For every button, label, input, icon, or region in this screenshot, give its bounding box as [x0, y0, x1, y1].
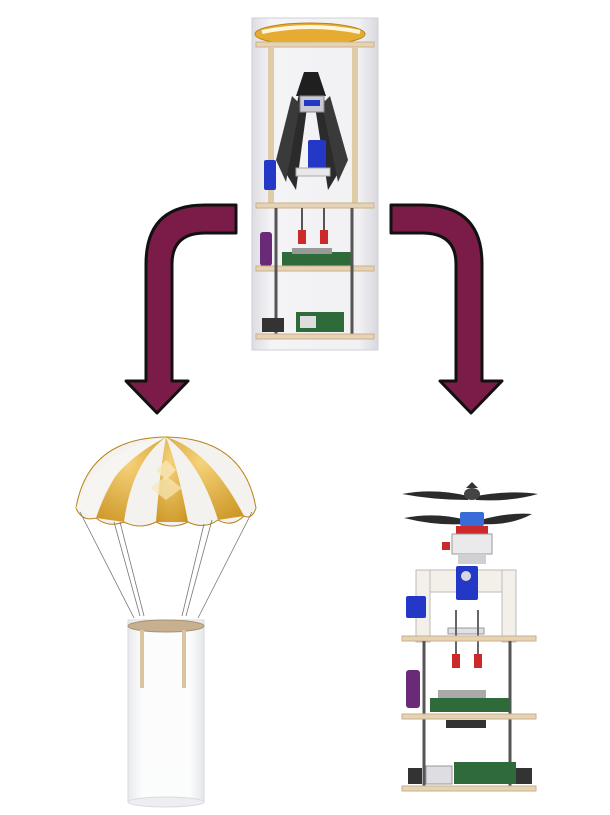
- battery: [260, 232, 272, 266]
- mid-plate-1: [256, 203, 374, 208]
- tube-cap-plate: [128, 620, 204, 632]
- servo-center: [456, 566, 478, 600]
- arrow-left-to-parachute: [126, 205, 236, 413]
- drone-plate-bottom: [402, 786, 536, 791]
- motor-housing: [452, 534, 492, 554]
- upper-rotor: [402, 482, 538, 500]
- stowed-vehicle: [252, 18, 378, 350]
- arrow-right-to-drone: [391, 205, 502, 413]
- drone-battery: [406, 670, 420, 708]
- mid-plate-2: [256, 266, 374, 271]
- servo: [308, 140, 326, 170]
- drone-plate-1: [402, 636, 536, 641]
- suspension-lines: [80, 512, 252, 618]
- deployed-drone: [402, 482, 538, 791]
- parachute-canopy: [76, 437, 256, 526]
- parachute-descent: [76, 437, 256, 807]
- drone-pcb: [430, 698, 510, 712]
- lower-rotor: [404, 512, 532, 526]
- servo-side: [406, 596, 426, 618]
- top-plate: [256, 42, 374, 47]
- bottom-plate: [256, 334, 374, 339]
- glass-tube: [128, 620, 204, 802]
- pcb: [282, 252, 352, 266]
- drone-plate-2: [402, 714, 536, 719]
- drone-receiver: [454, 762, 516, 784]
